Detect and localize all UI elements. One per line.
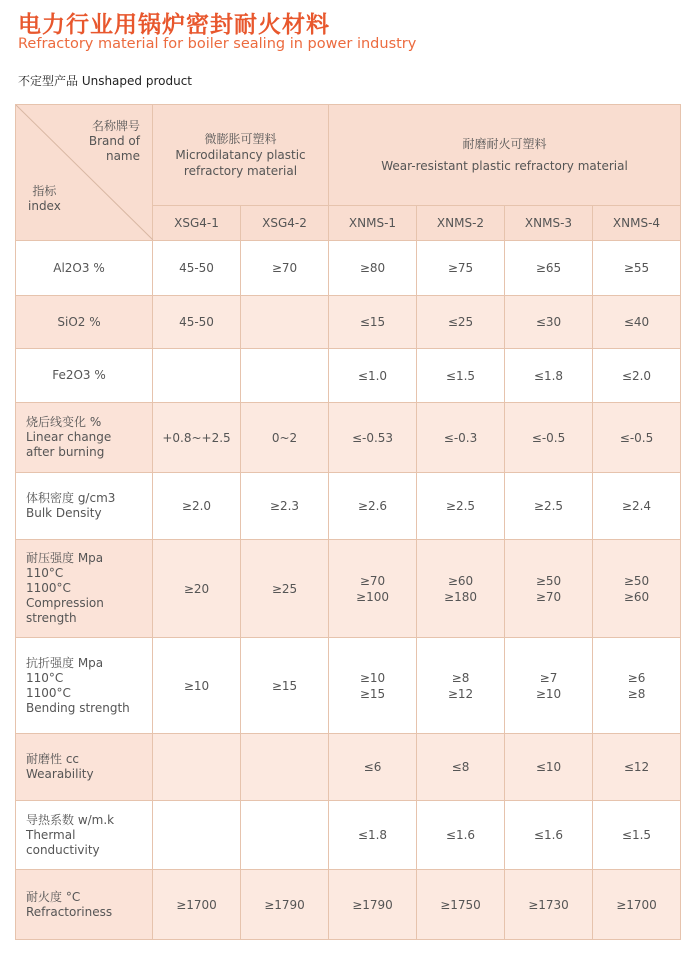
code-xnms-2: XNMS-2 — [417, 205, 505, 240]
row-label — [16, 801, 153, 870]
value-cell: ≥80 — [329, 241, 417, 296]
value-cell: ≥10 — [153, 638, 241, 734]
value-cell: ≤10 — [505, 734, 593, 801]
code-xnms-3: XNMS-3 — [505, 205, 593, 240]
value-cell: 45-50 — [153, 296, 241, 349]
value-cell — [241, 349, 329, 403]
row-label-line: Bending strength — [26, 700, 130, 715]
value-cell: ≥7 ≥10 — [505, 638, 593, 734]
value-cell: ≤-0.5 — [593, 403, 681, 473]
code-xnms-1: XNMS-1 — [329, 205, 417, 240]
section-heading: 不定型产品 Unshaped product — [18, 74, 193, 88]
value-cell: ≥70 — [241, 241, 329, 296]
value-cell: ≤15 — [329, 296, 417, 349]
value-cell: ≥75 — [417, 241, 505, 296]
value-cell: ≥1700 — [153, 870, 241, 940]
row-label-line: SiO2 % — [57, 314, 101, 329]
value-cell: ≥10 ≥15 — [329, 638, 417, 734]
row-label-line: Linear change — [26, 430, 112, 444]
row-label-line: 导热系数 w/m.k — [26, 812, 115, 827]
row-label-line: Refractoriness — [26, 904, 113, 919]
row-label-line: 耐压强度 Mpa — [26, 551, 104, 565]
value-cell: ≥1750 — [417, 870, 505, 940]
row-label-line: 抗折强度 Mpa — [26, 655, 104, 670]
table-row — [16, 241, 681, 296]
value-cell: +0.8~+2.5 — [153, 403, 241, 473]
row-label-line: 体积密度 g/cm3 — [26, 491, 116, 505]
value-cell: ≥2.6 — [329, 473, 417, 540]
table-row — [16, 734, 681, 801]
row-label-line: Fe2O3 % — [52, 368, 106, 382]
value-cell: ≥2.5 — [505, 473, 593, 540]
row-label-line: Compression strength — [26, 596, 104, 625]
group-microdilatancy: 微膨胀可塑料 Microdilatancy plastic refractory material — [153, 105, 329, 206]
row-label-line: 110°C — [26, 566, 64, 580]
row-label-line: Bulk Density — [26, 506, 102, 520]
value-cell — [241, 296, 329, 349]
value-cell: ≥70 ≥100 — [329, 540, 417, 638]
row-label — [16, 870, 153, 940]
index-label: 指标 index — [28, 184, 61, 213]
value-cell: ≥60 ≥180 — [417, 540, 505, 638]
value-cell: ≥8 ≥12 — [417, 638, 505, 734]
value-cell: ≥55 — [593, 241, 681, 296]
value-cell: ≥1790 — [241, 870, 329, 940]
value-cell — [153, 801, 241, 870]
row-label — [16, 241, 153, 296]
row-label — [16, 540, 153, 638]
row-label — [16, 296, 153, 349]
value-cell: ≤1.0 — [329, 349, 417, 403]
table-row — [16, 473, 681, 540]
row-label-line: Thermal conductivity — [26, 827, 100, 857]
value-cell: ≤2.0 — [593, 349, 681, 403]
value-cell: ≤1.8 — [329, 801, 417, 870]
row-label-line: Wearability — [26, 767, 94, 781]
value-cell: ≤12 — [593, 734, 681, 801]
row-label — [16, 349, 153, 403]
value-cell: ≥65 — [505, 241, 593, 296]
value-cell: ≤1.8 — [505, 349, 593, 403]
table-row — [16, 349, 681, 403]
value-cell: 45-50 — [153, 241, 241, 296]
value-cell — [241, 734, 329, 801]
value-cell: ≥15 — [241, 638, 329, 734]
row-label — [16, 734, 153, 801]
value-cell: 0~2 — [241, 403, 329, 473]
group-wear-resistant: 耐磨耐火可塑料 Wear-resistant plastic refractory material — [329, 105, 681, 206]
row-label-line: Al2O3 % — [53, 260, 105, 275]
value-cell: ≤-0.5 — [505, 403, 593, 473]
table-row — [16, 801, 681, 870]
spec-table — [15, 104, 681, 940]
table-row — [16, 540, 681, 638]
value-cell: ≤1.5 — [593, 801, 681, 870]
value-cell — [153, 349, 241, 403]
value-cell: ≥1790 — [329, 870, 417, 940]
value-cell: ≤1.6 — [417, 801, 505, 870]
value-cell: ≥50 ≥70 — [505, 540, 593, 638]
value-cell: ≥2.0 — [153, 473, 241, 540]
value-cell: ≥1730 — [505, 870, 593, 940]
corner-header — [16, 105, 153, 241]
row-label-line: 1100°C — [26, 685, 71, 700]
value-cell: ≤-0.53 — [329, 403, 417, 473]
value-cell: ≥1700 — [593, 870, 681, 940]
value-cell: ≥25 — [241, 540, 329, 638]
row-label-line: 1100°C — [26, 581, 71, 595]
table-row — [16, 638, 681, 734]
value-cell: ≤25 — [417, 296, 505, 349]
table-row — [16, 403, 681, 473]
row-label-line: 110°C — [26, 670, 64, 685]
value-cell — [153, 734, 241, 801]
value-cell: ≤1.6 — [505, 801, 593, 870]
row-label-line: 耐磨性 cc — [26, 752, 80, 766]
value-cell: ≤8 — [417, 734, 505, 801]
brand-label: 名称牌号 Brand of name — [88, 119, 140, 163]
value-cell: ≥2.5 — [417, 473, 505, 540]
value-cell: ≤1.5 — [417, 349, 505, 403]
value-cell: ≤6 — [329, 734, 417, 801]
row-label-line: 烧后线变化 % — [26, 415, 102, 429]
page-title: 电力行业用锅炉密封耐火材料 — [18, 12, 330, 38]
code-xnms-4: XNMS-4 — [593, 205, 681, 240]
row-label-line: after burning — [26, 445, 105, 459]
row-label — [16, 403, 153, 473]
row-label — [16, 473, 153, 540]
code-xsg4-2: XSG4-2 — [241, 205, 329, 240]
row-label — [16, 638, 153, 734]
code-xsg4-1: XSG4-1 — [153, 205, 241, 240]
value-cell: ≥2.4 — [593, 473, 681, 540]
value-cell: ≥2.3 — [241, 473, 329, 540]
value-cell: ≥50 ≥60 — [593, 540, 681, 638]
row-label-line: 耐火度 °C — [26, 889, 81, 904]
value-cell: ≤30 — [505, 296, 593, 349]
table-row — [16, 870, 681, 940]
value-cell: ≥20 — [153, 540, 241, 638]
value-cell: ≥6 ≥8 — [593, 638, 681, 734]
value-cell — [241, 801, 329, 870]
page-subtitle: Refractory material for boiler sealing in power industry — [18, 36, 417, 52]
table-row — [16, 296, 681, 349]
value-cell: ≤-0.3 — [417, 403, 505, 473]
value-cell: ≤40 — [593, 296, 681, 349]
